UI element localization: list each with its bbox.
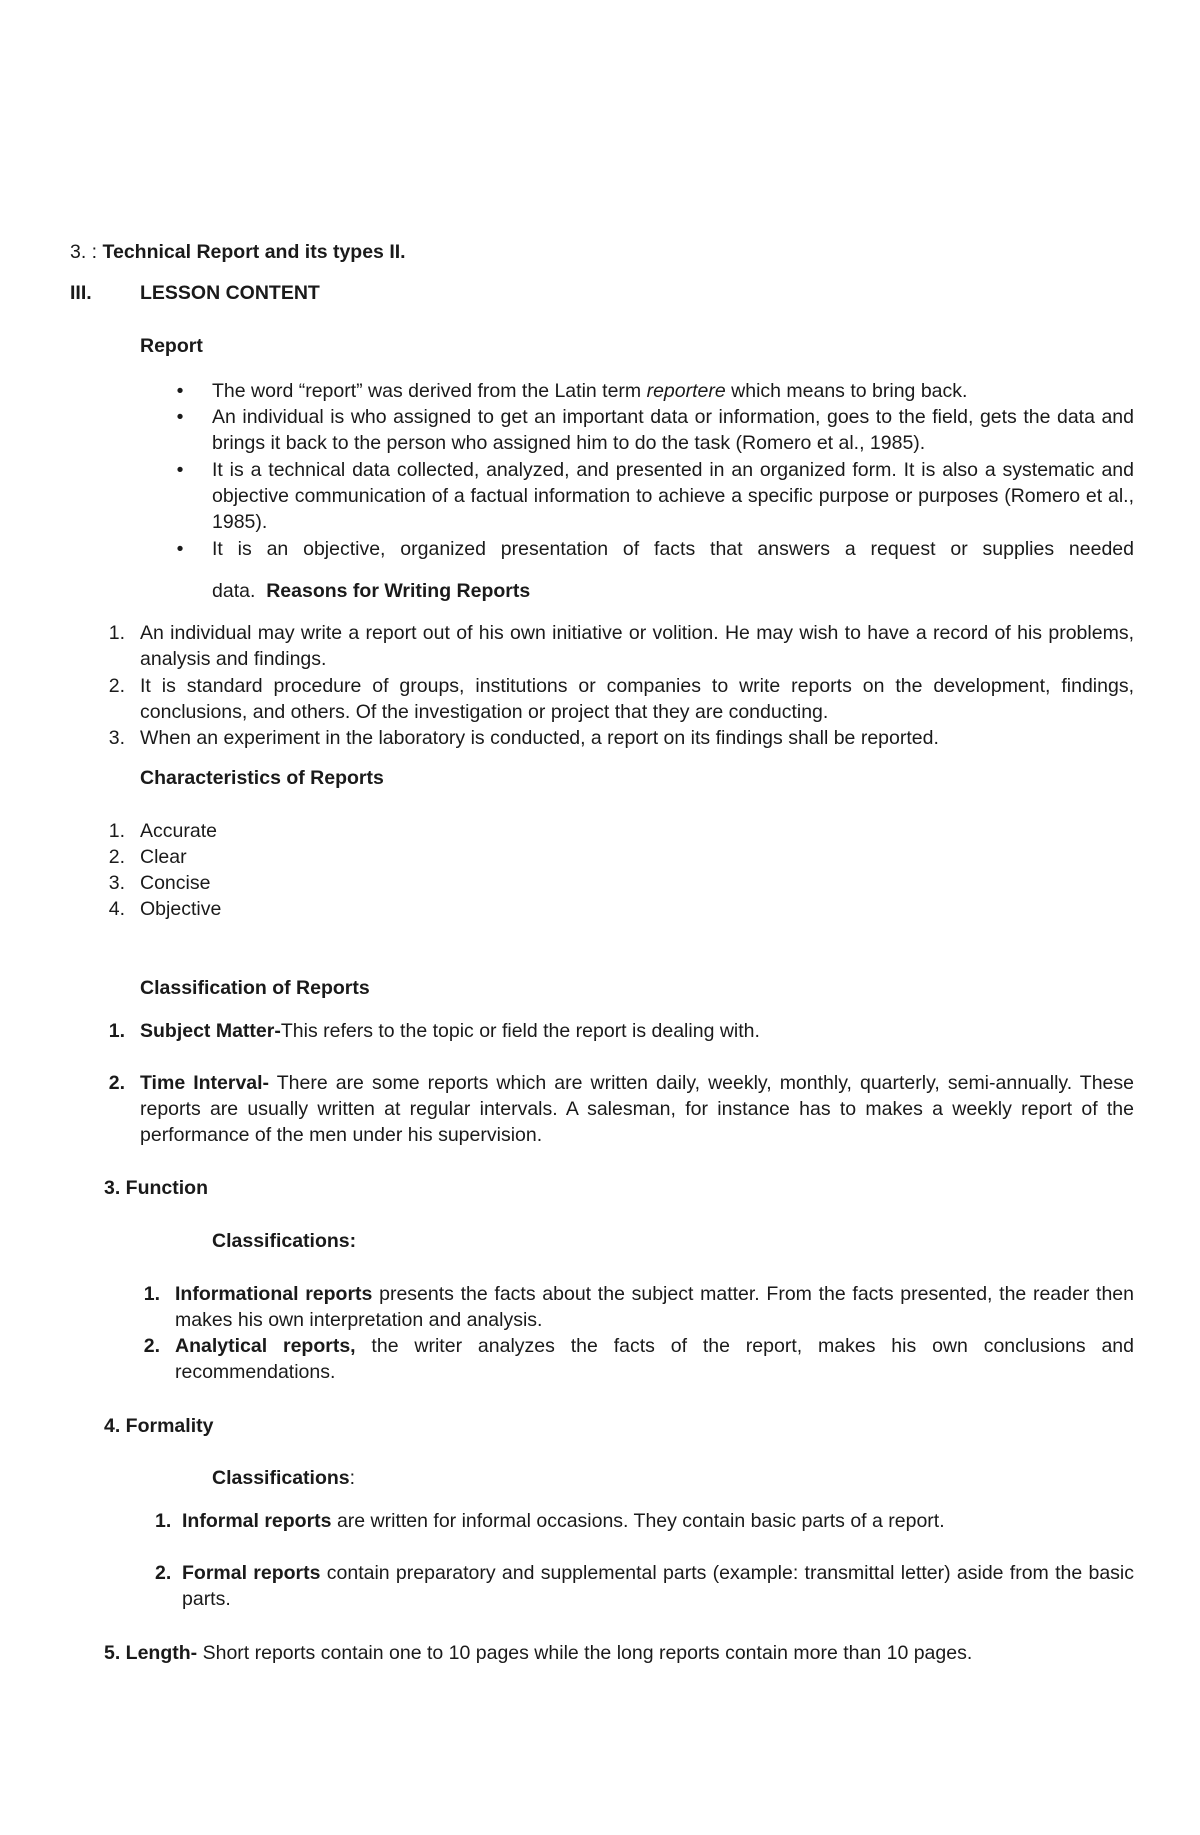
report-heading: Report bbox=[140, 335, 203, 357]
characteristic-number: 4. bbox=[108, 898, 125, 920]
characteristic-number: 2. bbox=[108, 846, 125, 868]
characteristics-heading: Characteristics of Reports bbox=[140, 767, 384, 789]
bullet-1-latin-term: reportere bbox=[646, 380, 726, 402]
classification-number: 2. bbox=[108, 1072, 125, 1094]
formal-reports-label: Formal reports bbox=[182, 1562, 321, 1584]
classification-number: 1. bbox=[108, 1020, 125, 1042]
formality-informal-reports bbox=[182, 1508, 1134, 1534]
section-number: III. bbox=[70, 282, 92, 304]
length-label: 5. Length- bbox=[104, 1642, 198, 1664]
bullet-marker: • bbox=[176, 538, 184, 560]
function-analytical-reports bbox=[175, 1333, 1134, 1385]
formality-number: 1. bbox=[155, 1510, 172, 1532]
title-prefix: 3. : bbox=[70, 241, 103, 263]
reason-item-3: When an experiment in the laboratory is conducted, a report on its findings shall be reported. bbox=[140, 727, 939, 749]
report-bullet-4-continued bbox=[212, 578, 530, 604]
length-text: Short reports contain one to 10 pages while the long reports contain more than 10 pages. bbox=[197, 1642, 973, 1664]
characteristic-item-3: Concise bbox=[140, 872, 211, 894]
characteristic-item-2: Clear bbox=[140, 846, 187, 868]
report-bullet-2: An individual is who assigned to get an important data or information, goes to the field, gets the data and brings it back to the person who assigned him to do the task (Romero et al., 1985). bbox=[212, 406, 1134, 454]
formality-heading: 4. Formality bbox=[104, 1415, 214, 1437]
characteristic-number: 1. bbox=[108, 820, 125, 842]
subject-matter-text: This refers to the topic or field the report is dealing with. bbox=[280, 1020, 760, 1042]
formal-reports-text: contain preparatory and supplemental parts (example: transmittal letter) aside from the basic parts. bbox=[182, 1562, 1134, 1610]
characteristic-item-1: Accurate bbox=[140, 820, 217, 842]
reasons-heading: Reasons for Writing Reports bbox=[266, 580, 531, 602]
formality-formal-reports bbox=[182, 1560, 1134, 1612]
bullet-marker: • bbox=[176, 459, 184, 481]
analytical-reports-text: the writer analyzes the facts of the report, makes his own conclusions and recommendations. bbox=[175, 1335, 1134, 1383]
report-bullet-1 bbox=[212, 378, 1134, 404]
time-interval-text: There are some reports which are written daily, weekly, monthly, quarterly, semi-annually. These reports are usually written at regular intervals. A salesman, for instance has to makes a weekly report of the performance of the men under his supervision. bbox=[140, 1072, 1135, 1146]
function-number: 1. bbox=[143, 1283, 160, 1305]
subject-matter-label: Subject Matter- bbox=[140, 1020, 281, 1042]
report-bullet-4: It is an objective, organized presentation of facts that answers a request or supplies needed bbox=[212, 538, 1134, 560]
function-informational-reports bbox=[175, 1281, 1134, 1333]
bullet-1-text-end: which means to bring back. bbox=[725, 380, 968, 402]
formality-number: 2. bbox=[155, 1562, 172, 1584]
classification-subject-matter bbox=[140, 1018, 1134, 1044]
classification-length bbox=[104, 1640, 1134, 1666]
informal-reports-label: Informal reports bbox=[182, 1510, 332, 1532]
bullet-marker: • bbox=[176, 380, 184, 402]
informal-reports-text: are written for informal occasions. They contain basic parts of a report. bbox=[331, 1510, 945, 1532]
bullet-marker: • bbox=[176, 406, 184, 428]
title-text: Technical Report and its types II. bbox=[102, 241, 406, 263]
characteristic-number: 3. bbox=[108, 872, 125, 894]
function-classifications-label: Classifications: bbox=[212, 1230, 357, 1252]
formality-classifications-colon: : bbox=[349, 1467, 356, 1489]
function-number: 2. bbox=[143, 1335, 160, 1357]
reason-number: 2. bbox=[108, 675, 125, 697]
classification-time-interval bbox=[140, 1070, 1134, 1148]
characteristic-item-4: Objective bbox=[140, 898, 222, 920]
section-title: LESSON CONTENT bbox=[140, 282, 320, 304]
bullet-1-text: The word “report” was derived from the Latin term bbox=[212, 380, 647, 402]
reason-item-1: An individual may write a report out of his own initiative or volition. He may wish to have a record of his problems, analysis and findings. bbox=[140, 622, 1134, 670]
time-interval-label: Time Interval- bbox=[140, 1072, 270, 1094]
formality-classifications-text: Classifications bbox=[212, 1467, 350, 1489]
report-bullet-3: It is a technical data collected, analyzed, and presented in an organized form. It is also a systematic and objective communication of a factual information to achieve a specific purpose or purposes (Romero et al., 1985). bbox=[212, 459, 1134, 533]
bullet-4-end: data. bbox=[212, 580, 256, 602]
informational-reports-text: presents the facts about the subject matter. From the facts presented, the reader then makes his own interpretation and analysis. bbox=[175, 1283, 1134, 1331]
document-title bbox=[70, 239, 406, 265]
analytical-reports-label: Analytical reports, bbox=[175, 1335, 356, 1357]
reason-number: 1. bbox=[108, 622, 125, 644]
formality-classifications-label bbox=[212, 1465, 355, 1491]
reason-item-2: It is standard procedure of groups, institutions or companies to write reports on the development, findings, conclusions, and others. Of the investigation or project that they are conducting. bbox=[140, 675, 1134, 723]
reason-number: 3. bbox=[108, 727, 125, 749]
function-heading: 3. Function bbox=[104, 1177, 208, 1199]
classification-heading: Classification of Reports bbox=[140, 977, 370, 999]
informational-reports-label: Informational reports bbox=[175, 1283, 373, 1305]
